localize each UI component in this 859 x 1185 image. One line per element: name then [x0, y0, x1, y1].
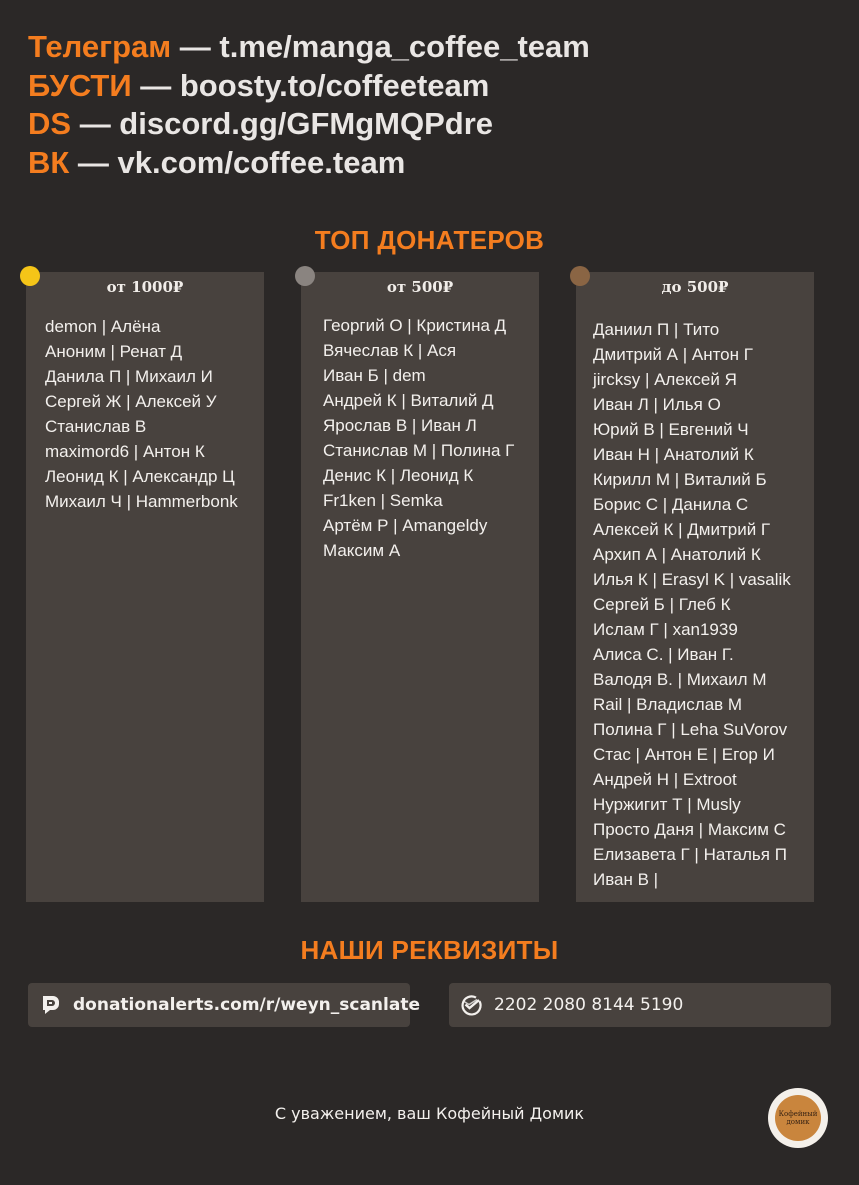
link-value: — t.me/manga_coffee_team	[171, 29, 590, 64]
donor-column-500	[301, 272, 539, 902]
donor-entry: Полина Г | Leha SuVorov	[593, 720, 788, 739]
donor-entry: Георгий О | Кристина Д	[323, 316, 507, 335]
donor-entry: Борис С | Данила С	[593, 495, 749, 514]
donor-entry: Дмитрий А | Антон Г	[593, 345, 753, 364]
donationalerts-icon	[39, 993, 63, 1017]
donor-entry: Вячеслав К | Ася	[323, 341, 457, 360]
donor-entry: Ярослав В | Иван Л	[323, 416, 477, 435]
donor-entry: Аноним | Ренат Д	[45, 342, 183, 361]
donor-entry: Алексей К | Дмитрий Г	[593, 520, 771, 539]
column-heading: до 500₽	[661, 278, 729, 296]
donor-entry: Станислав В	[45, 417, 147, 436]
donor-list	[45, 314, 238, 514]
sberbank-card[interactable]	[449, 983, 831, 1027]
column-heading: от 500₽	[386, 278, 454, 296]
donor-entry: Данила П | Михаил И	[45, 367, 213, 386]
link-key: БУСТИ	[28, 67, 132, 103]
donor-entry: Сергей Ж | Алексей У	[45, 392, 217, 411]
donor-entry: Станислав М | Полина Г	[323, 441, 515, 460]
donor-column-1000	[26, 272, 264, 902]
link-key: DS	[28, 106, 72, 141]
boosty-link[interactable]	[28, 67, 590, 106]
donor-entry: Сергей Б | Глеб К	[593, 595, 731, 614]
donor-entry: Юрий В | Евгений Ч	[593, 420, 749, 439]
donor-entry: Денис К | Леонид К	[323, 466, 474, 485]
donor-entry: Кирилл М | Виталий Б	[593, 470, 767, 489]
donor-entry: Леонид К | Александр Ц	[45, 467, 235, 486]
donor-entry: Михаил Ч | Hammerbonk	[45, 492, 238, 511]
discord-link[interactable]	[28, 105, 590, 144]
donor-entry: Просто Даня | Максим С	[593, 820, 786, 839]
coffee-house-logo	[768, 1088, 828, 1148]
donor-entry: Стас | Антон Е | Егор И	[593, 745, 775, 764]
donor-entry: maximord6 | Антон К	[45, 442, 205, 461]
donor-column-under-500	[576, 272, 814, 902]
logo-text: Кофейный домик	[775, 1095, 821, 1141]
donationalerts-link[interactable]	[28, 983, 420, 1027]
donor-entry: Валодя В. | Михаил М	[593, 670, 767, 689]
vk-link[interactable]	[28, 144, 590, 183]
donor-entry: Ислам Г | xan1939	[593, 620, 738, 639]
donor-entry: Илья К | Erasyl K | vasalik	[593, 570, 791, 589]
donor-entry: Fr1ken | Semka	[323, 491, 443, 510]
donor-entry: Артём Р | Amangeldy	[323, 516, 488, 535]
donor-list	[323, 313, 514, 563]
donor-entry: demon | Алёна	[45, 317, 161, 336]
link-key: Телеграм	[28, 29, 172, 64]
donor-entry: Rail | Владислав М	[593, 695, 743, 714]
donor-entry: Архип А | Анатолий К	[593, 545, 761, 564]
telegram-link[interactable]	[28, 28, 590, 67]
column-heading: от 1000₽	[106, 278, 184, 296]
link-key: ВК	[28, 144, 70, 180]
donor-entry: Алиса С. | Иван Г.	[593, 645, 734, 664]
link-value: — vk.com/coffee.team	[69, 144, 406, 180]
link-value: — boosty.to/coffeeteam	[131, 67, 490, 103]
sberbank-icon	[459, 993, 483, 1017]
donor-entry: Иван Н | Анатолий К	[593, 445, 754, 464]
footer-text: С уважением, ваш Кофейный Домик	[274, 1104, 585, 1123]
donor-list	[593, 317, 791, 892]
donor-entry: Иван Л | Илья О	[593, 395, 721, 414]
donor-entry: Даниил П | Тито	[593, 320, 720, 339]
donationalerts-url: donationalerts.com/r/weyn_scanlate	[73, 995, 420, 1015]
card-number: 2202 2080 8144 5190	[494, 995, 684, 1015]
donor-entry: Иван В |	[593, 870, 659, 889]
social-links	[28, 28, 590, 182]
donor-entry: jircksy | Алексей Я	[593, 370, 737, 389]
donor-entry: Андрей Н | Extroot	[593, 770, 737, 789]
donor-entry: Иван Б | dem	[323, 366, 426, 385]
link-value: — discord.gg/GFMgMQPdre	[71, 106, 494, 141]
donor-entry: Нуржигит Т | Musly	[593, 795, 741, 814]
donors-title: ТОП ДОНАТЕРОВ	[314, 225, 545, 255]
donor-entry: Максим А	[323, 541, 401, 560]
donor-entry: Елизавета Г | Наталья П	[593, 845, 787, 864]
donor-entry: Андрей К | Виталий Д	[323, 391, 494, 410]
requisites-title: НАШИ РЕКВИЗИТЫ	[300, 935, 559, 965]
